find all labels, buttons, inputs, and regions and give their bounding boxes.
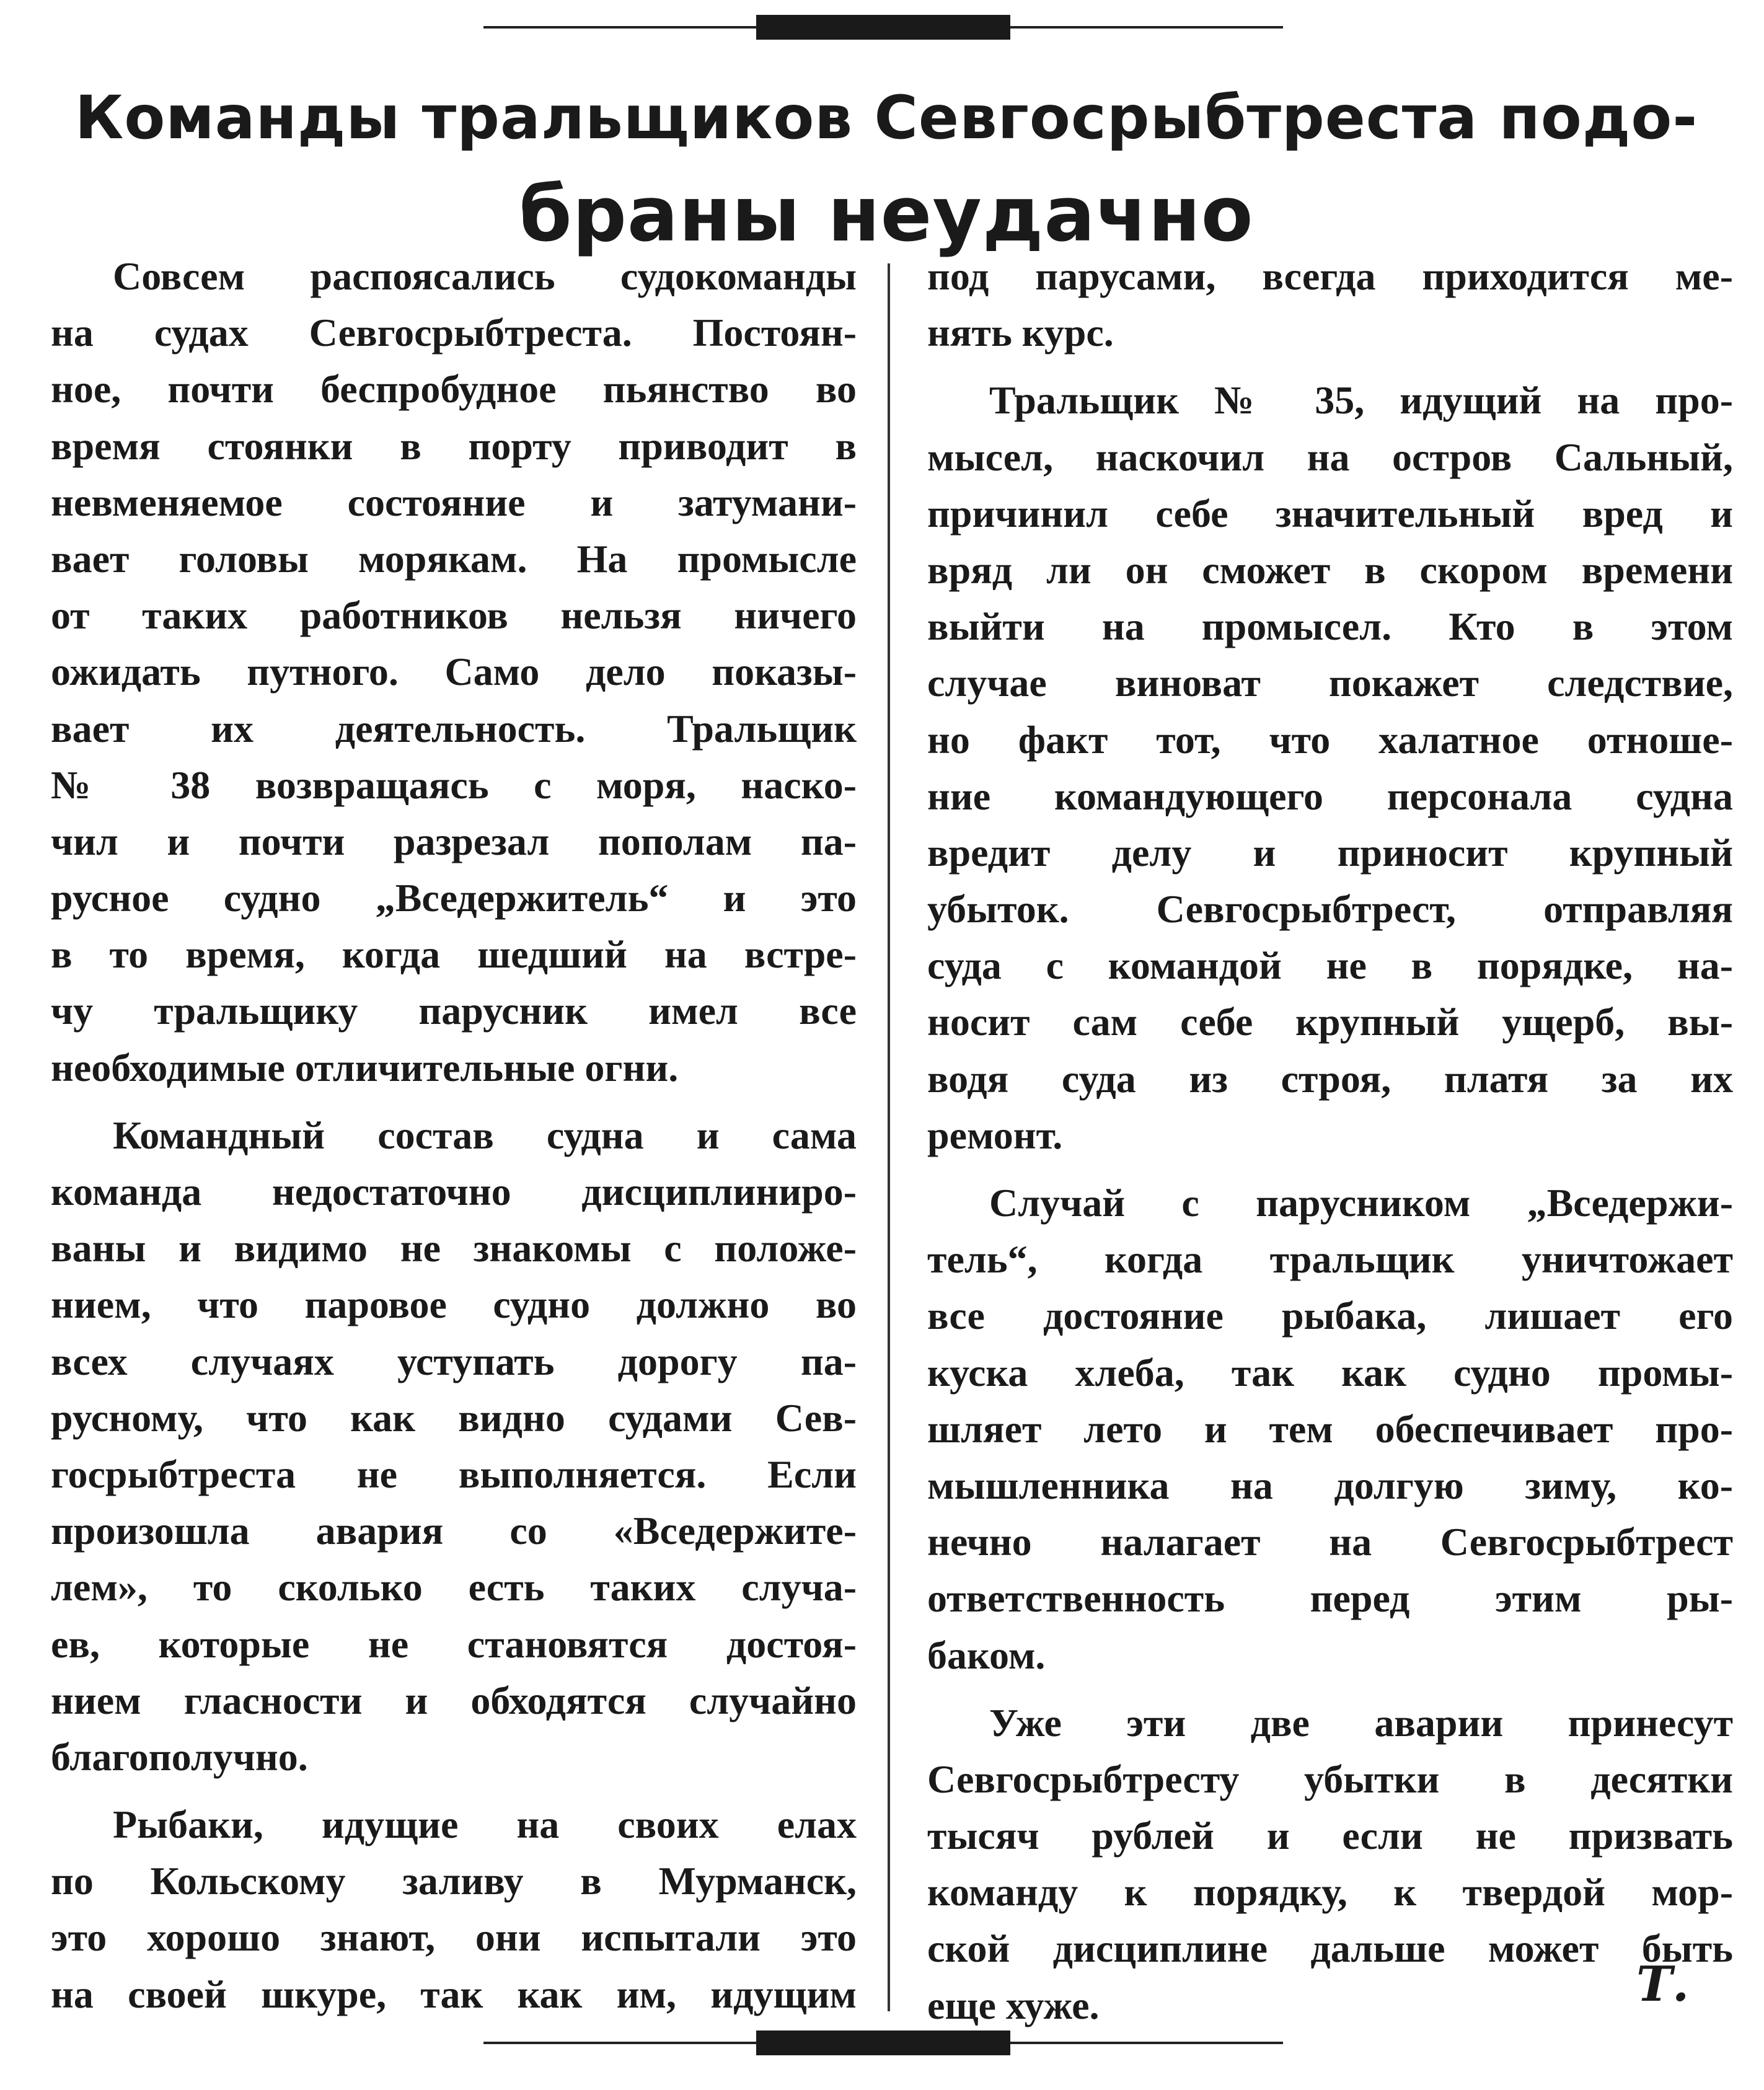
text-line: но факт тот, что халатное отноше-: [927, 717, 1733, 762]
text-line: Рыбаки, идущие на своих елах: [113, 1802, 857, 1847]
text-line: Случай с парусником „Вседержи-: [989, 1181, 1733, 1225]
text-line: ремонт.: [927, 1113, 1063, 1157]
text-line: невменяемое состояние и затумани-: [51, 480, 857, 524]
bottom-rule: [483, 2042, 1283, 2044]
text-line: это хорошо знают, они испытали это: [51, 1915, 857, 1960]
paragraph-gap: [927, 1683, 1733, 1695]
text-line: вает головы морякам. На промысле: [51, 536, 857, 581]
text-line: необходимые отличительные огни.: [51, 1045, 679, 1090]
text-line: лем», то сколько есть таких случа-: [51, 1565, 857, 1610]
text-line: ние командующего персонала судна: [927, 774, 1733, 818]
text-line: носит сам себе крупный ущерб, вы-: [927, 1000, 1733, 1044]
text-line: под парусами, всегда приходится ме-: [927, 254, 1733, 298]
text-line: выйти на промысел. Кто в этом: [927, 604, 1733, 649]
text-line: тель“, когда тральщик уничтожает: [927, 1237, 1733, 1282]
text-line: еще хуже.: [927, 1983, 1100, 2027]
text-line: все достояние рыбака, лишает его: [927, 1294, 1733, 1338]
text-line: № 38 возвращаясь с моря, наско-: [51, 762, 857, 807]
text-line: убыток. Севгосрыбтрест, отправляя: [927, 887, 1733, 932]
text-line: Севгосрыбтресту убытки в десятки: [927, 1757, 1733, 1801]
text-line: нием, что паровое судно должно во: [51, 1282, 857, 1327]
paragraph-gap: [51, 1785, 857, 1796]
text-line: тысяч рублей и если не призвать: [927, 1814, 1733, 1858]
text-line: русному, что как видно судами Сев-: [51, 1395, 857, 1440]
text-line: причинил себе значительный вред и: [927, 491, 1733, 536]
headline-line-1: Команды тральщиков Севгосрыбтреста подо-: [74, 83, 1698, 152]
column-divider: [888, 263, 890, 2011]
top-rule: [483, 26, 1283, 29]
text-line: произошла авария со «Вседержите-: [51, 1509, 857, 1553]
right-column: [927, 248, 1733, 2034]
text-line: вает их деятельность. Тральщик: [51, 706, 857, 751]
text-line: госрыбтреста не выполняется. Если: [51, 1452, 857, 1496]
text-line: Уже эти две аварии принесут: [989, 1700, 1733, 1745]
text-line: команда недостаточно дисциплиниро-: [51, 1170, 857, 1214]
text-line: чил и почти разрезал пополам па-: [51, 819, 857, 863]
text-line: русное судно „Вседержитель“ и это: [51, 876, 857, 920]
text-line: на своей шкуре, так как им, идущим: [51, 1972, 857, 2016]
paragraph-gap: [927, 1163, 1733, 1175]
text-line: нием гласности и обходятся случайно: [51, 1678, 857, 1722]
text-line: мышленника на долгую зиму, ко-: [927, 1463, 1733, 1507]
text-line: нять курс.: [927, 311, 1114, 355]
paragraph-gap: [51, 1096, 857, 1107]
paragraph-gap: [927, 361, 1733, 372]
headline-line-2: браны неудачно: [519, 170, 1254, 258]
text-line: чу тральщику парусник имел все: [51, 989, 857, 1033]
text-line: Командный состав судна и сама: [113, 1113, 857, 1157]
text-line: всех случаях уступать дорогу па-: [51, 1339, 857, 1383]
text-line: благополучно.: [51, 1734, 308, 1779]
text-line: водя суда из строя, платя за их: [927, 1056, 1733, 1101]
text-line: ожидать путного. Само дело показы-: [51, 650, 857, 694]
text-line: случае виноват покажет следствие,: [927, 661, 1733, 705]
text-line: на судах Севгосрыбтреста. Постоян-: [51, 311, 857, 355]
author-signature: Т.: [1636, 1956, 1690, 2013]
text-line: суда с командой не в порядке, на-: [927, 943, 1733, 988]
text-line: Совсем распоясались судокоманды: [113, 254, 857, 298]
text-line: от таких работников нельзя ничего: [51, 593, 857, 638]
top-rule-bar: [756, 15, 1010, 40]
text-line: нечно налагает на Севгосрыбтрест: [927, 1520, 1733, 1564]
text-line: ской дисциплине дальше может быть: [927, 1926, 1733, 1971]
text-line: Тральщик № 35, идущий на про-: [989, 378, 1733, 423]
bottom-rule-bar: [756, 2030, 1010, 2055]
text-line: куска хлеба, так как судно промы-: [927, 1350, 1733, 1395]
text-line: время стоянки в порту приводит в: [51, 423, 857, 468]
text-line: ваны и видимо не знакомы с положе-: [51, 1226, 857, 1271]
text-line: ное, почти беспробудное пьянство во: [51, 367, 857, 412]
text-line: вряд ли он сможет в скором времени: [927, 547, 1733, 592]
text-line: шляет лето и тем обеспечивает про-: [927, 1406, 1733, 1451]
text-line: ответственность перед этим ры-: [927, 1576, 1733, 1621]
text-line: по Кольскому заливу в Мурманск,: [51, 1859, 857, 1903]
text-line: ев, которые не становятся достоя-: [51, 1621, 857, 1666]
text-line: мысел, наскочил на остров Сальный,: [927, 434, 1733, 479]
text-line: баком.: [927, 1633, 1046, 1677]
text-line: команду к порядку, к твердой мор-: [927, 1870, 1733, 1915]
text-line: в то время, когда шедший на встре-: [51, 932, 857, 977]
left-column: [51, 248, 857, 2022]
text-line: вредит делу и приносит крупный: [927, 830, 1733, 875]
headline: [68, 69, 1704, 263]
